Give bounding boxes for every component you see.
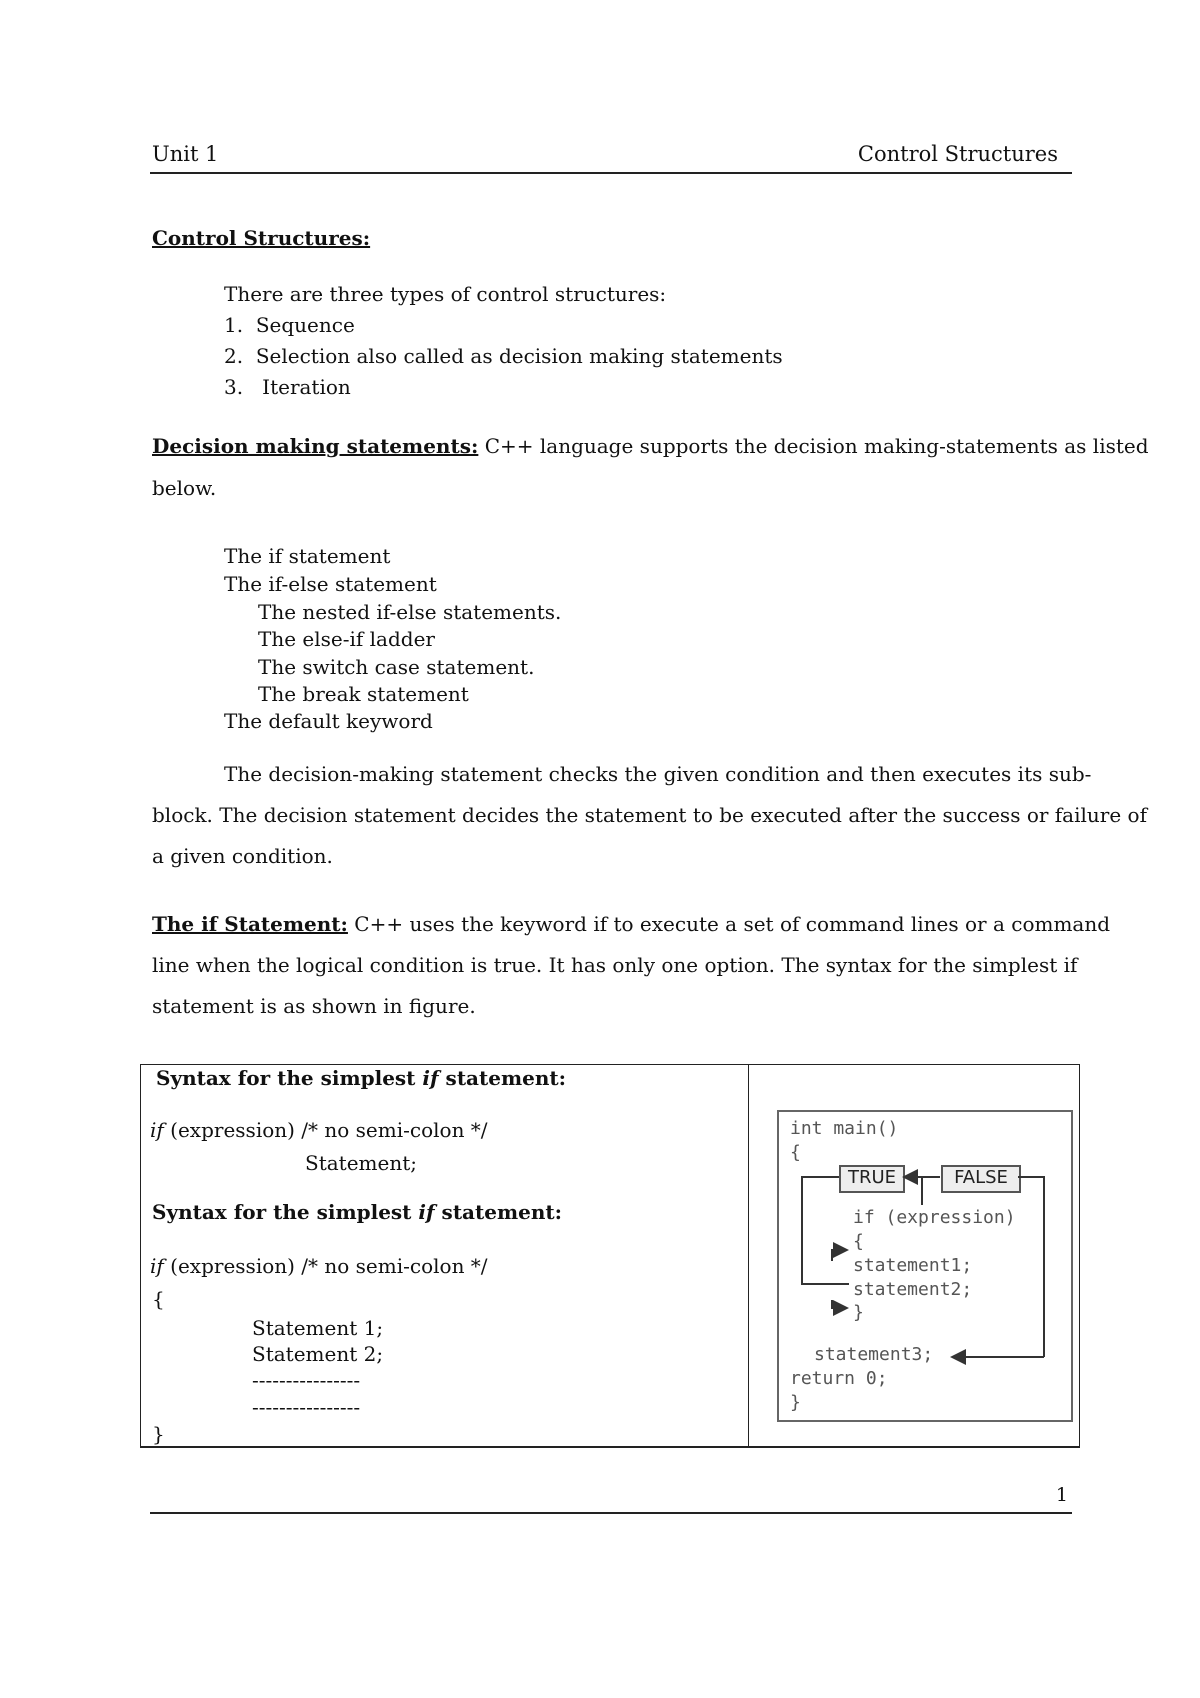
diagram-line: if (expression) xyxy=(853,1207,1016,1228)
list-item: 3. Iteration xyxy=(224,375,351,399)
table-mid-border xyxy=(748,1064,749,1447)
diagram-arrows xyxy=(777,1110,1069,1418)
list-item: The if statement xyxy=(224,544,391,568)
diagram-line: } xyxy=(790,1392,801,1413)
table-left-border xyxy=(140,1064,141,1447)
header-left: Unit 1 xyxy=(152,142,219,166)
diagram-line: int main() xyxy=(790,1118,899,1139)
diagram-line: return 0; xyxy=(790,1368,888,1389)
list-item: The default keyword xyxy=(224,709,433,733)
syntax-title-2: Syntax for the simplest if statement: xyxy=(152,1200,563,1224)
table-bottom-border xyxy=(140,1446,1080,1448)
list-item: The nested if-else statements. xyxy=(258,600,562,624)
if-paragraph-line1: The if Statement: C++ uses the keyword if to execute a set of command lines or a command xyxy=(152,912,1111,936)
if-heading: The if Statement: xyxy=(152,912,348,936)
list-item: 1. Sequence xyxy=(224,313,355,337)
true-label-box: TRUE xyxy=(839,1165,905,1193)
decision-explanation-line2: block. The decision statement decides the statement to be executed after the success or failure of xyxy=(152,803,1147,827)
header-rule xyxy=(150,172,1072,174)
syntax-code-line: { xyxy=(152,1287,165,1311)
diagram-line: } xyxy=(853,1302,864,1323)
list-item: The else-if ladder xyxy=(258,627,435,651)
decision-explanation-line1: The decision-making statement checks the given condition and then executes its sub- xyxy=(224,762,1092,786)
if-paragraph-line2: line when the logical condition is true. It has only one option. The syntax for the simplest if xyxy=(152,953,1078,977)
decision-paragraph-line1: Decision making statements: C++ language supports the decision making-statements as listed xyxy=(152,434,1149,458)
syntax-code-line: Statement 2; xyxy=(252,1342,384,1366)
diagram-line: { xyxy=(790,1142,801,1163)
list-item: 2. Selection also called as decision making statements xyxy=(224,344,783,368)
table-right-border xyxy=(1079,1064,1080,1447)
if-paragraph-line3: statement is as shown in figure. xyxy=(152,994,476,1018)
diagram-line: statement3; xyxy=(814,1344,934,1365)
syntax-code-line: ---------------- xyxy=(252,1368,361,1392)
section-heading-control-structures: Control Structures: xyxy=(152,226,371,250)
syntax-code-line: if (expression) /* no semi-colon */ xyxy=(150,1254,488,1278)
table-top-border xyxy=(140,1064,1080,1065)
header-right: Control Structures xyxy=(857,142,1058,166)
diagram-line: { xyxy=(853,1231,864,1252)
syntax-code-line: } xyxy=(152,1422,165,1446)
page-number: 1 xyxy=(1055,1484,1068,1506)
decision-paragraph-line2: below. xyxy=(152,476,217,500)
syntax-code-line: ---------------- xyxy=(252,1395,361,1419)
diagram-line: statement1; xyxy=(853,1255,973,1276)
list-item: The if-else statement xyxy=(224,572,437,596)
control-structures-intro: There are three types of control structures: xyxy=(224,282,667,306)
decision-explanation-line3: a given condition. xyxy=(152,844,333,868)
syntax-code-line: if (expression) /* no semi-colon */ xyxy=(150,1118,488,1142)
syntax-code-line: Statement 1; xyxy=(252,1316,384,1340)
syntax-title-1: Syntax for the simplest if statement: xyxy=(156,1066,567,1090)
false-label-box: FALSE xyxy=(941,1165,1021,1193)
decision-heading: Decision making statements: xyxy=(152,434,479,458)
list-item: The break statement xyxy=(258,682,469,706)
footer-rule xyxy=(150,1512,1072,1514)
syntax-code-line: Statement; xyxy=(305,1151,417,1175)
list-item: The switch case statement. xyxy=(258,655,535,679)
diagram-line: statement2; xyxy=(853,1279,973,1300)
